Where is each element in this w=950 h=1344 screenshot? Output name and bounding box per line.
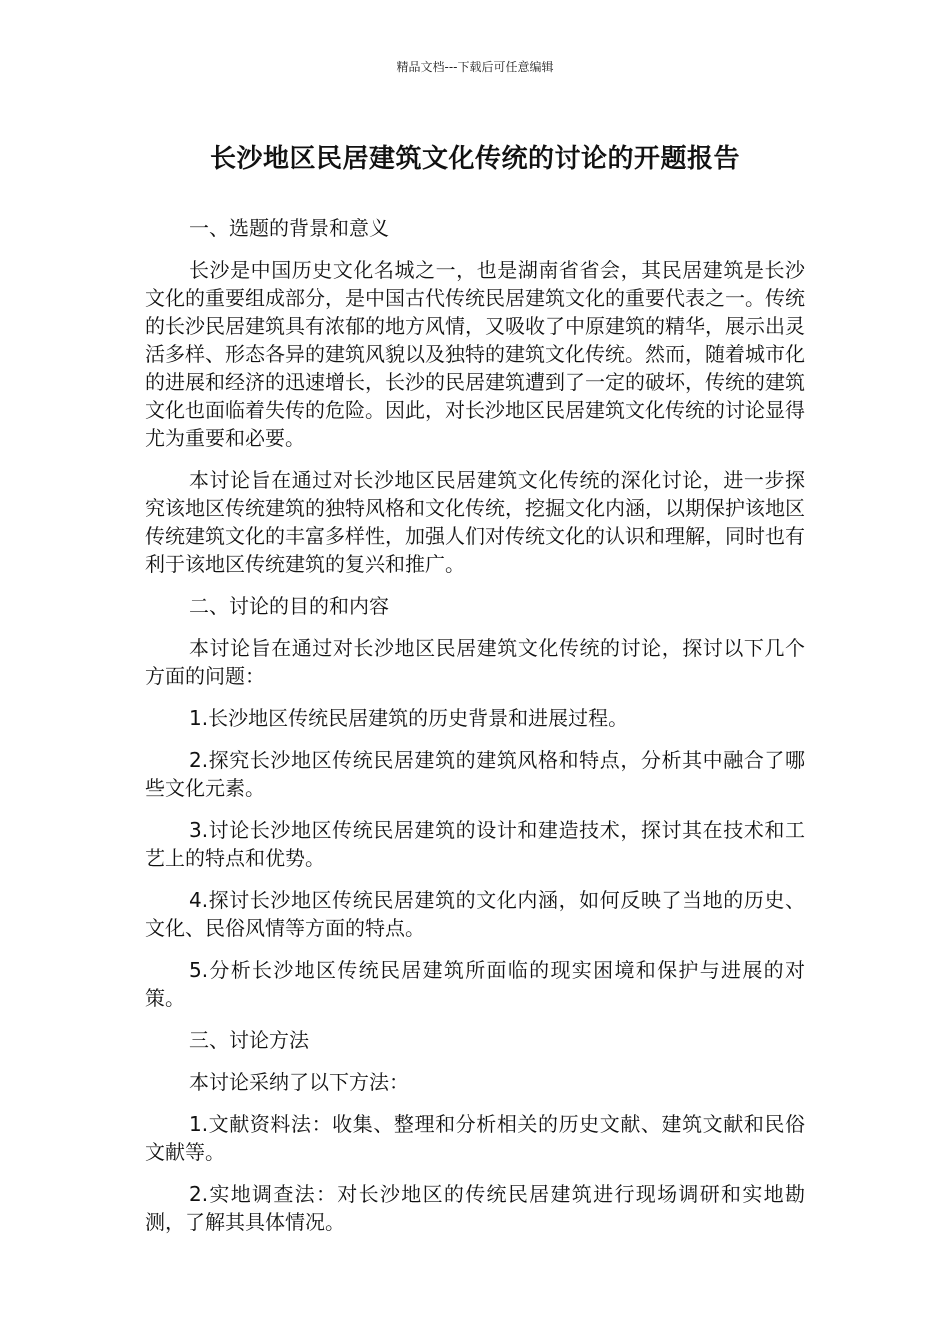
section-heading-background: 一、选题的背景和意义 — [189, 216, 389, 240]
list-item: 3.讨论长沙地区传统民居建筑的设计和建造技术，探讨其在技术和工艺上的特点和优势。 — [145, 818, 805, 870]
document-title: 长沙地区民居建筑文化传统的讨论的开题报告 — [209, 144, 740, 174]
paragraph: 本讨论旨在通过对长沙地区民居建筑文化传统的讨论，探讨以下几个方面的问题： — [145, 636, 805, 688]
list-item: 1.文献资料法：收集、整理和分析相关的历史文献、建筑文献和民俗文献等。 — [145, 1112, 805, 1164]
document-body — [145, 214, 805, 1250]
list-item: 2.探究长沙地区传统民居建筑的建筑风格和特点，分析其中融合了哪些文化元素。 — [145, 748, 805, 800]
section-heading-methods: 三、讨论方法 — [189, 1028, 309, 1052]
paragraph: 本讨论旨在通过对长沙地区民居建筑文化传统的深化讨论，进一步探究该地区传统建筑的独特风格和文化传统，挖掘文化内涵，以期保护该地区传统建筑文化的丰富多样性，加强人们对传统文化的认识和理解，同时也有利于该地区传统建筑的复兴和推广。 — [145, 468, 805, 576]
paragraph: 长沙是中国历史文化名城之一，也是湖南省省会，其民居建筑是长沙文化的重要组成部分，是中国古代传统民居建筑文化的重要代表之一。传统的长沙民居建筑具有浓郁的地方风情，又吸收了中原建筑的精华，展示出灵活多样、形态各异的建筑风貌以及独特的建筑文化传统。然而，随着城市化的进展和经济的迅速增长，长沙的民居建筑遭到了一定的破坏，传统的建筑文化也面临着失传的危险。因此，对长沙地区民居建筑文化传统的讨论显得尤为重要和必要。 — [145, 258, 805, 450]
list-item: 4.探讨长沙地区传统民居建筑的文化内涵，如何反映了当地的历史、文化、民俗风情等方面的特点。 — [145, 888, 805, 940]
paragraph: 本讨论采纳了以下方法： — [189, 1070, 409, 1094]
list-item: 5.分析长沙地区传统民居建筑所面临的现实困境和保护与进展的对策。 — [145, 958, 805, 1010]
list-item: 1.长沙地区传统民居建筑的历史背景和进展过程。 — [189, 706, 629, 730]
list-item: 2.实地调查法：对长沙地区的传统民居建筑进行现场调研和实地勘测，了解其具体情况。 — [145, 1182, 805, 1234]
header-watermark: 精品文档---下载后可任意编辑 — [396, 60, 554, 74]
section-heading-purpose: 二、讨论的目的和内容 — [189, 594, 389, 618]
